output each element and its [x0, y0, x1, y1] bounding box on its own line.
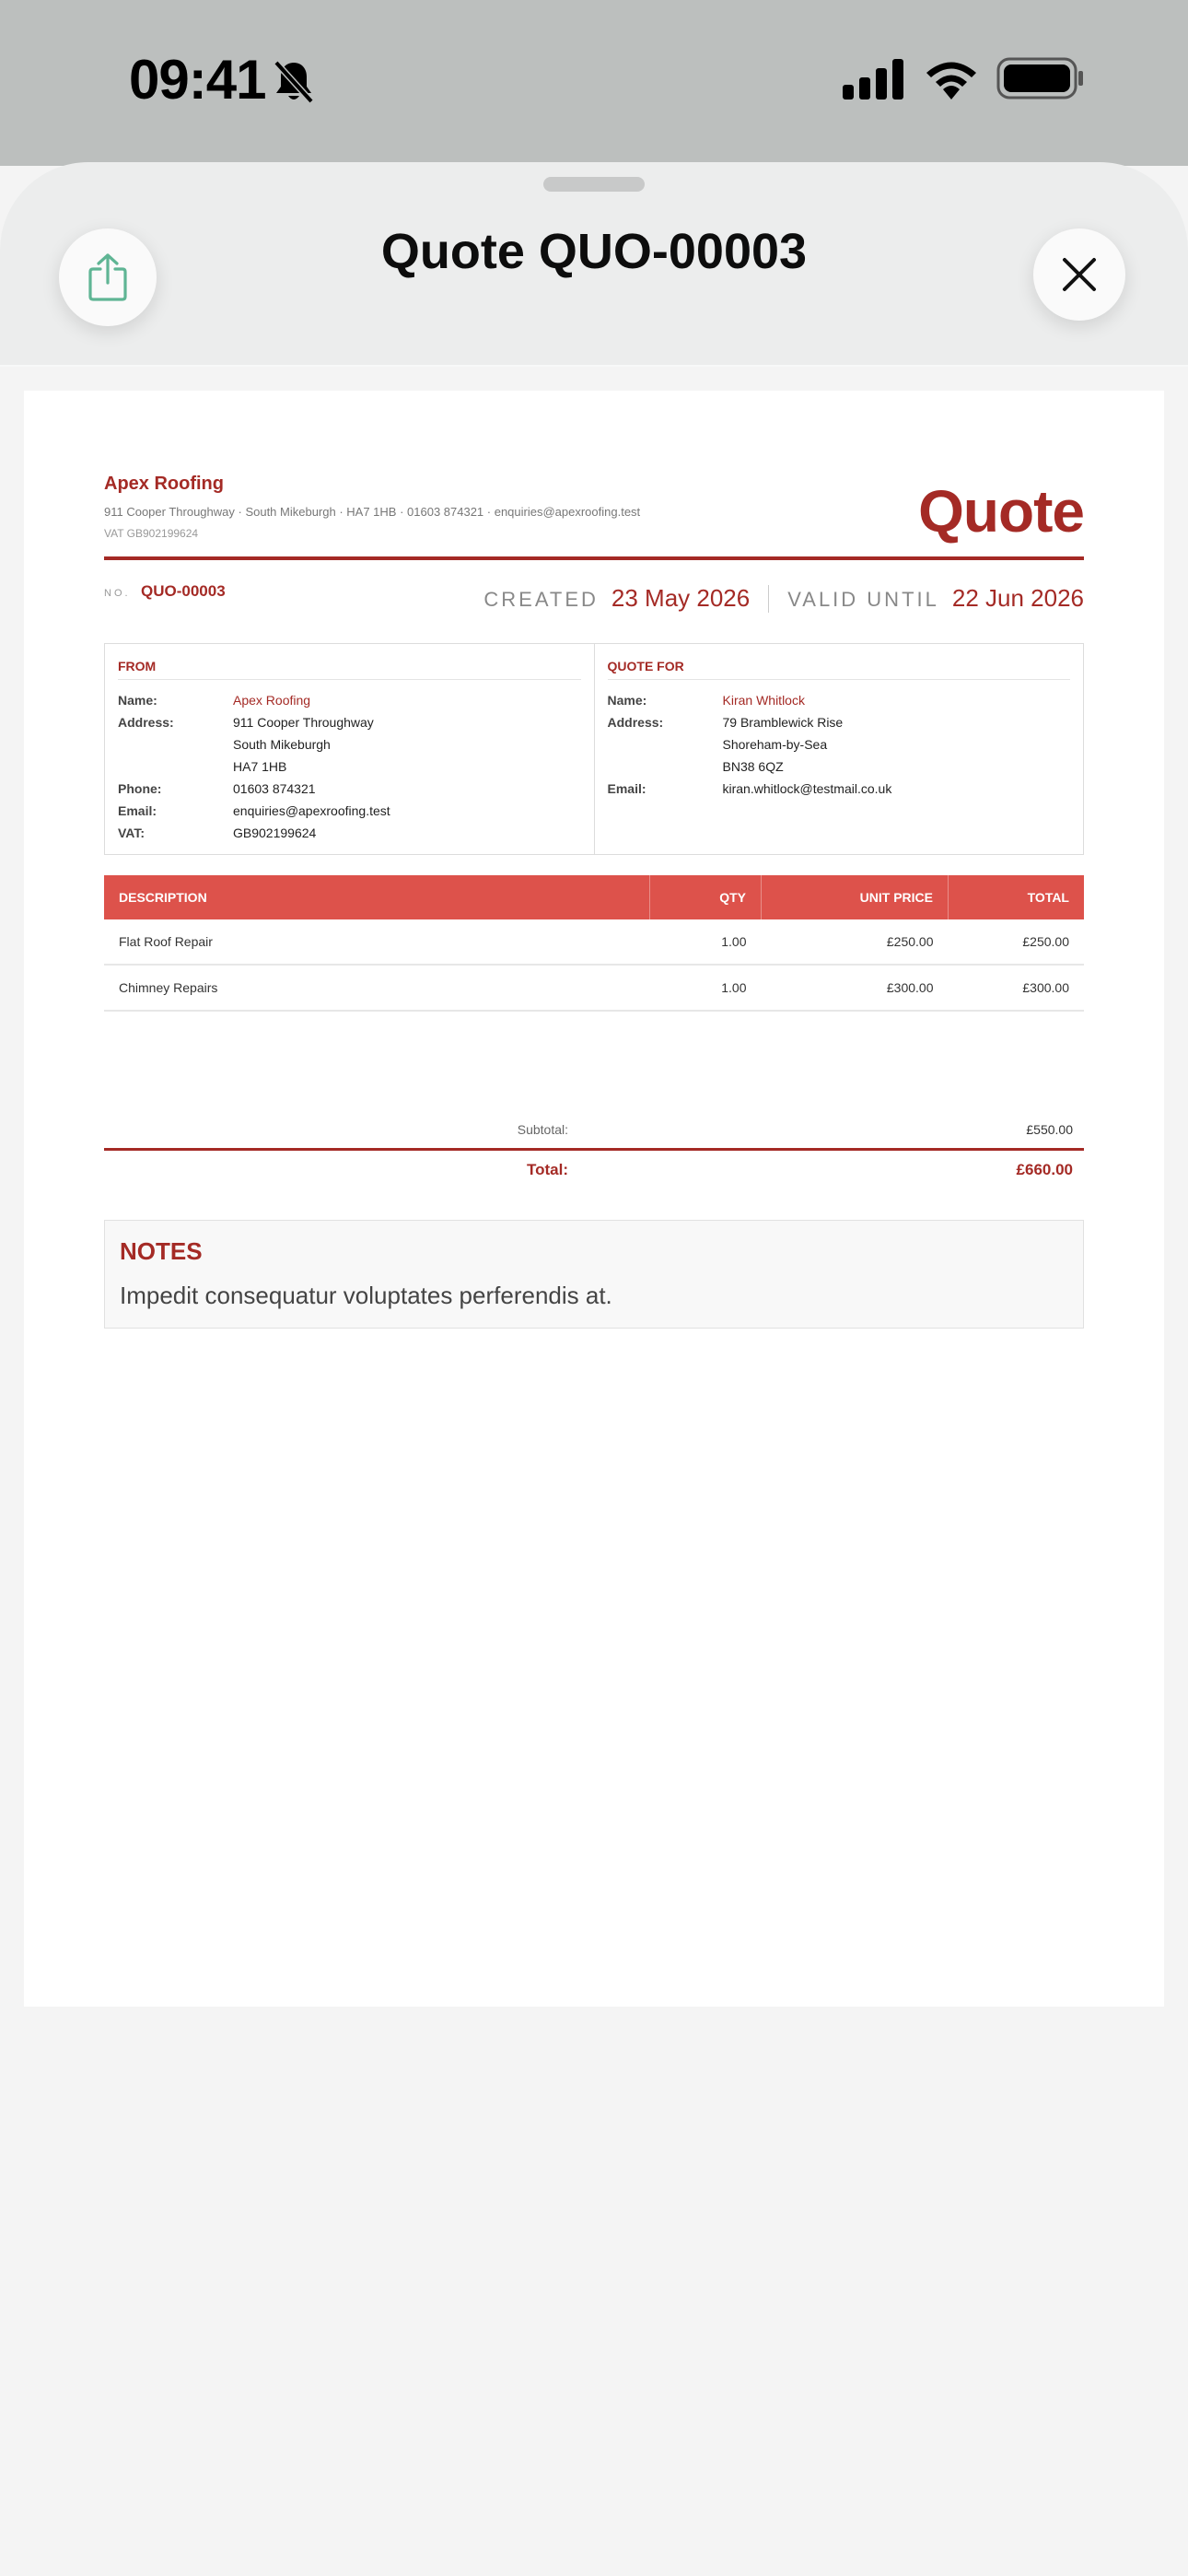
- column-header-qty: QTY: [650, 875, 762, 919]
- from-address-line: 911 Cooper Throughway: [233, 715, 374, 730]
- created-date: 23 May 2026: [611, 584, 751, 612]
- from-vat: GB902199624: [233, 825, 317, 840]
- quote-for-heading: QUOTE FOR: [608, 659, 1071, 680]
- table-header-row: [104, 875, 1084, 919]
- battery-icon: [996, 57, 1085, 100]
- item-description: Flat Roof Repair: [104, 919, 650, 965]
- company-name: Apex Roofing: [104, 474, 224, 494]
- sheet-grabber[interactable]: [543, 177, 645, 192]
- table-row: [104, 965, 1084, 1011]
- from-address-label: Address:: [118, 715, 174, 730]
- client-name: Kiran Whitlock: [722, 693, 805, 708]
- line-items-table: [104, 875, 1084, 1012]
- from-heading: FROM: [118, 659, 581, 680]
- from-phone-label: Phone:: [118, 781, 162, 796]
- quote-for-section: [594, 644, 1084, 854]
- item-qty: 1.00: [650, 965, 762, 1011]
- column-header-description: DESCRIPTION: [104, 875, 650, 919]
- notes-box: [104, 1220, 1084, 1329]
- sheet-title: Quote QUO-00003: [380, 224, 808, 279]
- close-icon: [1061, 256, 1098, 293]
- client-name-label: Name:: [607, 693, 647, 708]
- client-email-label: Email:: [607, 781, 646, 796]
- item-unit-price: £250.00: [762, 919, 949, 965]
- sheet-header: [0, 162, 1188, 367]
- column-header-unit-price: UNIT PRICE: [762, 875, 949, 919]
- client-email: kiran.whitlock@testmail.co.uk: [722, 781, 892, 796]
- document-type-heading: Quote: [918, 478, 1084, 544]
- date-separator: [768, 585, 769, 613]
- item-unit-price: £300.00: [762, 965, 949, 1011]
- client-address-label: Address:: [607, 715, 664, 730]
- valid-until-date: 22 Jun 2026: [951, 584, 1084, 612]
- bell-slash-icon: [273, 59, 315, 105]
- notes-title: NOTES: [120, 1237, 203, 1265]
- from-email: enquiries@apexroofing.test: [233, 803, 390, 818]
- from-name: Apex Roofing: [233, 693, 311, 708]
- from-vat-label: VAT:: [118, 825, 146, 840]
- close-button[interactable]: [1033, 228, 1125, 321]
- quote-document-page: [24, 391, 1164, 2007]
- item-description: Chimney Repairs: [104, 965, 650, 1011]
- item-qty: 1.00: [650, 919, 762, 965]
- item-total: £250.00: [949, 919, 1085, 965]
- parties-box: [104, 643, 1084, 855]
- from-section: [105, 644, 594, 854]
- client-address-line: Shoreham-by-Sea: [722, 737, 828, 752]
- wifi-icon: [923, 57, 980, 100]
- header-divider: [104, 556, 1084, 560]
- company-vat: VAT GB902199624: [104, 527, 199, 540]
- subtotal-value: £550.00: [1026, 1122, 1073, 1137]
- valid-until-label: VALID UNTIL: [787, 588, 939, 611]
- quote-number: QUO-00003: [141, 582, 226, 600]
- from-address-line: South Mikeburgh: [233, 737, 331, 752]
- status-time: 09:41: [129, 49, 266, 111]
- client-address-line: BN38 6QZ: [722, 759, 784, 774]
- from-address-line: HA7 1HB: [233, 759, 287, 774]
- total-value: £660.00: [1016, 1161, 1073, 1178]
- table-row: [104, 919, 1084, 965]
- from-phone: 01603 874321: [233, 781, 316, 796]
- item-total: £300.00: [949, 965, 1085, 1011]
- from-email-label: Email:: [118, 803, 157, 818]
- quote-dates: [483, 584, 1084, 613]
- company-contact-line: 911 Cooper Throughway · South Mikeburgh · HA7 1HB · 01603 874321 · enquiries@apexroofing.test: [104, 505, 641, 519]
- cellular-signal-icon: [843, 59, 905, 100]
- column-header-total: TOTAL: [949, 875, 1085, 919]
- status-bar: [0, 0, 1188, 166]
- total-label: Total:: [526, 1161, 568, 1178]
- created-label: CREATED: [483, 588, 599, 611]
- quote-number-label: NO.: [104, 588, 131, 599]
- share-button[interactable]: [59, 228, 157, 326]
- notes-body: Impedit consequatur voluptates perferendis at.: [120, 1282, 612, 1309]
- from-name-label: Name:: [118, 693, 157, 708]
- subtotal-label: Subtotal:: [517, 1122, 568, 1137]
- total-divider: [104, 1148, 1084, 1151]
- client-address-line: 79 Bramblewick Rise: [722, 715, 844, 730]
- share-icon: [87, 252, 129, 302]
